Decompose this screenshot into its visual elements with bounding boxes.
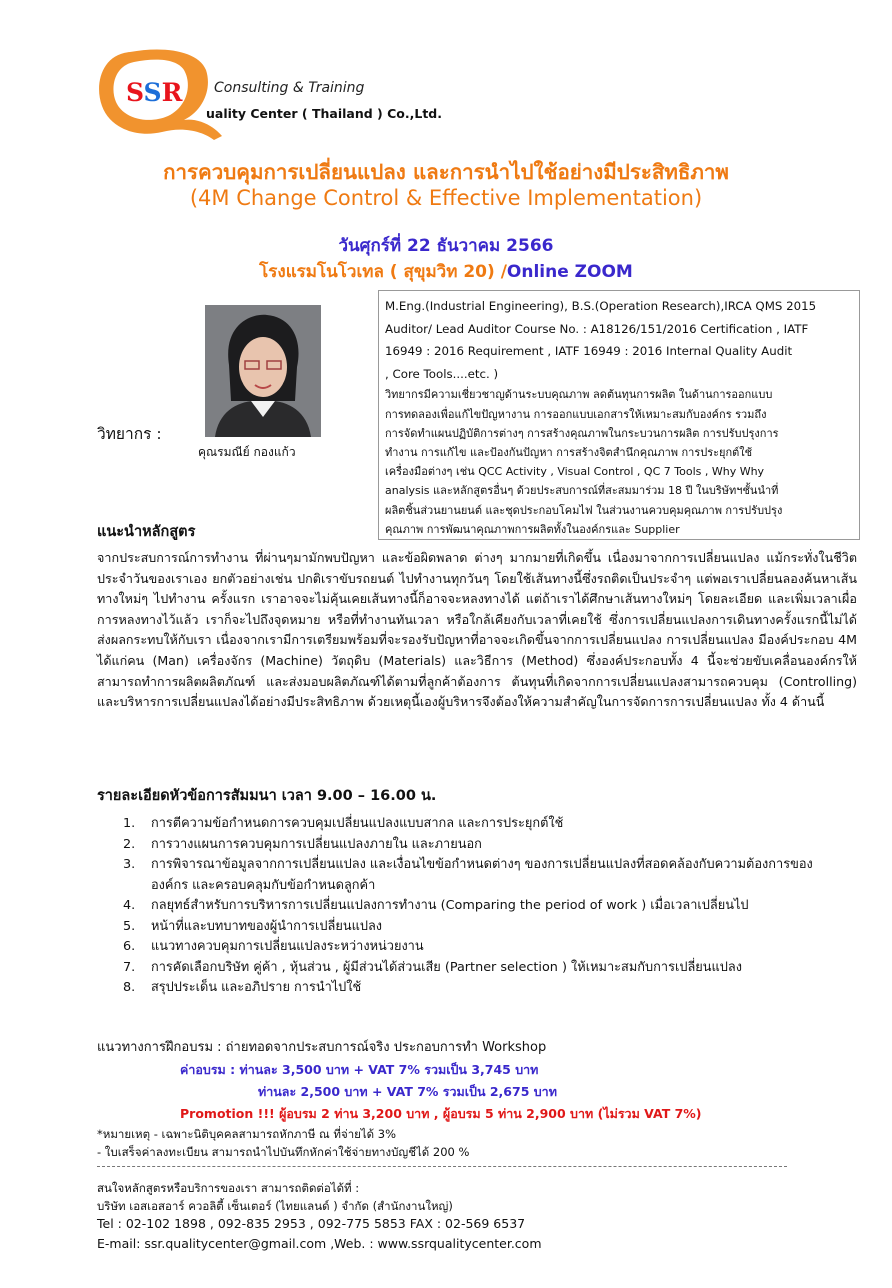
agenda-item-number: 2. (123, 836, 136, 852)
bio-line: ผลิตชิ้นส่วนยานยนต์ และชุดประกอบโคมไฟ ในส่วนงานควบคุมคุณภาพ การปรับปรุง (385, 503, 783, 517)
course-title-english: (4M Change Control & Effective Implementation) (189, 186, 703, 210)
agenda-item (123, 958, 843, 979)
agenda-item-text: การคัดเลือกบริษัท คู่ค้า , หุ้นส่วน , ผู้มีส่วนได้ส่วนเสีย (Partner selection ) ให้เหมาะสมกับการเปลี่ยนแปลง (151, 959, 742, 975)
agenda-list (123, 814, 843, 999)
agenda-item-number: 7. (123, 959, 136, 975)
agenda-item (123, 855, 843, 896)
bio-line: เครื่องมือต่างๆ เช่น QCC Activity , Visual Control , QC 7 Tools , Why Why (385, 465, 765, 479)
agenda-item-text: การตีความข้อกำหนดการควบคุมเปลี่ยนแปลงแบบสากล และการประยุกต์ใช้ (151, 816, 564, 831)
agenda-item-number: 1. (123, 816, 136, 831)
venue-hotel: โรงแรมโนโวเทล ( สุขุมวิท 20) / (259, 262, 507, 282)
promotion-line: Promotion !!! ผู้อบรม 2 ท่าน 3,200 บาท , ผู้อบรม 5 ท่าน 2,900 บาท (ไม่รวม VAT 7%) (180, 1106, 702, 1121)
agenda-item-number: 6. (123, 939, 136, 954)
bio-line: การทดลองเพื่อแก้ไขปัญหางาน การออกแบบเอกสารให้เหมาะสมกับองค์กร รวมถึง (385, 407, 767, 421)
fee-line-2: ท่านละ 2,500 บาท + VAT 7% รวมเป็น 2,675 บาท (258, 1084, 557, 1099)
logo-ssr-text: SSR (126, 78, 183, 107)
agenda-item-text: การพิจารณาข้อมูลจากการเปลี่ยนแปลง และเงื่อนไขข้อกำหนดต่างๆ ของการเปลี่ยนแปลงที่สอดคล้องกับความต้องการขององค์กร และครอบคลุมกับข้อกำหนดลูกค้า (151, 857, 813, 893)
note-line-2: - ใบเสร็จค่าลงทะเบียน สามารถนำไปบันทึกหักค่าใช้จ่ายทางบัญชีได้ 200 % (97, 1145, 470, 1159)
speaker-photo (205, 305, 321, 437)
agenda-item (123, 978, 843, 999)
intro-heading: แนะนำหลักสูตร (97, 524, 196, 540)
course-venue (0, 258, 892, 285)
agenda-item-number: 8. (123, 980, 136, 995)
agenda-item-number: 5. (123, 918, 136, 934)
logo-company-text: uality Center ( Thailand ) Co.,Ltd. (206, 106, 442, 121)
contact-email-web: E-mail: ssr.qualitycenter@gmail.com ,Web. : www.ssrqualitycenter.com (97, 1236, 542, 1251)
agenda-item (123, 896, 843, 917)
agenda-item (123, 917, 843, 938)
speaker-label: วิทยากร : (97, 425, 162, 443)
bio-line: การจัดทำแผนปฏิบัติการต่างๆ การสร้างคุณภาพในกระบวนการผลิต การปรับปรุงการ (385, 426, 779, 440)
agenda-item-text: สรุปประเด็น และอภิปราย การนำไปใช้ (151, 980, 362, 995)
contact-company: บริษัท เอสเอสอาร์ ควอลิตี้ เซ็นเตอร์ (ไทยแลนด์ ) จำกัด (สำนักงานใหญ่) (97, 1199, 453, 1213)
agenda-item-text: กลยุทธ์สำหรับการบริหารการเปลี่ยนแปลงการทำงาน (Comparing the period of work ) เมื่อเวลาเปลี่ยนไป (151, 898, 749, 913)
contact-intro: สนใจหลักสูตรหรือบริการของเรา สามารถติดต่อได้ที่ : (97, 1181, 360, 1195)
bio-line: analysis และหลักสูตรอื่นๆ ด้วยประสบการณ์ที่สะสมมาร่วม 18 ปี ในบริษัทฯชั้นนำที่ (385, 484, 779, 498)
agenda-item-number: 4. (123, 898, 136, 913)
agenda-item (123, 937, 843, 958)
agenda-heading: รายละเอียดหัวข้อการสัมมนา เวลา 9.00 – 16.00 น. (97, 788, 437, 804)
intro-paragraph: จากประสบการณ์การทำงาน ที่ผ่านๆมามักพบปัญหา และข้อผิดพลาด ต่างๆ มากมายที่เกิดขึ้น เนื่องมาจากการเปลี่ยนแปลง แม้กระทั่งในชีวิตประจำวันของเราเอง ยกตัวอย่างเช่น ปกติเราขับรถยนต์ ไปทำงานทุกวันๆ โดยใช้เส้นทางนี้ซึ่งรถติดเป็นประจำๆ แต่พอเราเปลี่ยนลองค้นหาเส้นทางใหม่ๆ ไปทำงาน ครั้งแรก เราอาจจะไม่คุ้นเคยเส้นทางนี้ก็อาจจะหลงทางได้ แต่ถ้าเราได้ศึกษาเส้นทางใหม่ๆ โดยละเอียด และเพิ่มเวลาเผื่อการหลงทางไว้แล้ว เราก็จะไปถึงจุดหมาย หรือที่ทำงานทันเวลา หรือใกล้เคียงกับเวลาที่เคยใช้ ซึ่งการเปลี่ยนแปลงการเดินทางครั้งแรกนี้ไม่ได้ส่งผลกระทบให้กับเรา เนื่องจากเรามีการเตรียมพร้อมที่จะรองรับปัญหาที่อาจจะเกิดขึ้นจากการเปลี่ยนแปลง การเปลี่ยนแปลง มีองค์ประกอบ 4M ได้แก่คน (Man) เครื่องจักร (Machine) วัตถุดิบ (Materials) และวิธีการ (Method) ซึ่งองค์ประกอบทั้ง 4 นี้จะช่วยขับเคลื่อนองค์กรให้สามารถทำการผลิตผลิตภัณฑ์ และส่งมอบผลิตภัณฑ์ได้ตามที่ลูกค้าต้องการ ต้นทุนที่เกิดจากการเปลี่ยนแปลงสามารถควบคุม (Controlling) และบริหารการเปลี่ยนแปลงได้อย่างมีประสิทธิภาพ ด้วยเหตุนี้เองผู้บริหารจึงต้องให้ความสำคัญในการจัดการการเปลี่ยนแปลง ทั้ง 4 ด้านนี้ (97, 550, 857, 710)
venue-online: Online ZOOM (506, 262, 633, 282)
agenda-item-number: 3. (123, 857, 136, 872)
speaker-bio-box (378, 290, 860, 540)
bio-line: วิทยากรมีความเชี่ยวชาญด้านระบบคุณภาพ ลดต้นทุนการผลิต ในด้านการออกแบบ (385, 388, 773, 402)
bio-line: Auditor/ Lead Auditor Course No. : A18126/151/2016 Certification , IATF (385, 321, 809, 336)
speaker-name: คุณรมณีย์ กองแก้ว (198, 445, 296, 459)
fee-line-1: ค่าอบรม : ท่านละ 3,500 บาท + VAT 7% รวมเป็น 3,745 บาท (180, 1062, 539, 1077)
agenda-item (123, 814, 843, 835)
bio-line: 16949 : 2016 Requirement , IATF 16949 : 2016 Internal Quality Audit (385, 344, 793, 359)
course-date: วันศุกร์ที่ 22 ธันวาคม 2566 (338, 236, 554, 256)
contact-phone: Tel : 02-102 1898 , 092-835 2953 , 092-775 5853 FAX : 02-569 6537 (97, 1216, 526, 1231)
bio-line: M.Eng.(Industrial Engineering), B.S.(Operation Research),IRCA QMS 2015 (385, 299, 817, 313)
dashed-divider (97, 1166, 787, 1167)
note-line-1: *หมายเหตุ - เฉพาะนิติบุคคลสามารถหักภาษี ณ ที่จ่ายได้ 3% (97, 1127, 397, 1141)
training-method: แนวทางการฝึกอบรม : ถ่ายทอดจากประสบการณ์จริง ประกอบการทำ Workshop (97, 1040, 547, 1055)
agenda-item-text: การวางแผนการควบคุมการเปลี่ยนแปลงภายใน และภายนอก (151, 836, 482, 852)
course-title-thai: การควบคุมการเปลี่ยนแปลง และการนำไปใช้อย่างมีประสิทธิภาพ (163, 160, 729, 184)
agenda-item-text: แนวทางควบคุมการเปลี่ยนแปลงระหว่างหน่วยงาน (151, 939, 424, 954)
bio-line: ทำงาน การแก้ไข และป้องกันปัญหา การสร้างจิตสำนึกคุณภาพ การประยุกต์ใช้ (385, 445, 753, 459)
agenda-item-text: หน้าที่และบทบาทของผู้นำการเปลี่ยนแปลง (151, 918, 383, 934)
bio-line: คุณภาพ การพัฒนาคุณภาพการผลิตทั้งในองค์กรและ Supplier (385, 522, 680, 536)
logo-consulting-text: Consulting & Training (214, 80, 365, 96)
agenda-item (123, 835, 843, 856)
bio-line: , Core Tools....etc. ) (385, 366, 499, 381)
